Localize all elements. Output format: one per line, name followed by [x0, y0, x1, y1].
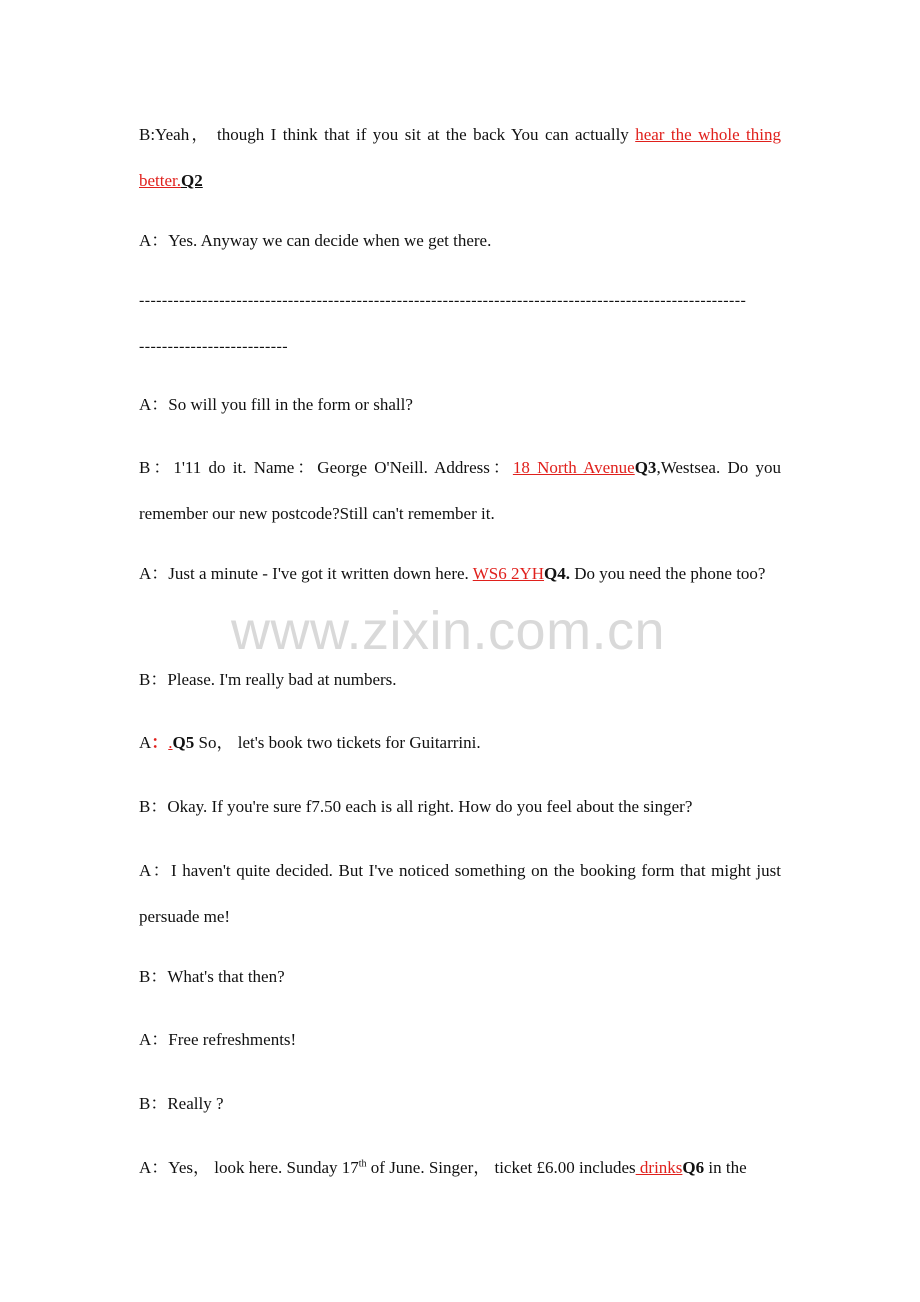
speaker-colon: ：: [151, 733, 169, 752]
dialogue-line-a: A：So will you fill in the form or shall?: [139, 395, 413, 414]
dialogue-text: in the: [704, 1158, 747, 1177]
dialogue-text: So， let's book two tickets for Guitarrini.: [194, 733, 481, 752]
dialogue-line-a: A：I haven't quite decided. But I've noticed something on the booking form that might just persuade me!: [139, 861, 781, 926]
dialogue-text: ,Westsea. Do you remember our new postcode?Still can't remember it.: [139, 458, 781, 523]
answer-q5-blank: .: [168, 733, 173, 752]
dialogue-line-b: B：What's that then?: [139, 967, 285, 986]
question-marker-q3: Q3: [634, 458, 657, 477]
dialogue-text: Do you need the phone too?: [570, 564, 766, 583]
dialogue-line-b-q3: [139, 445, 781, 537]
dialogue-line-a: A：Yes. Anyway we can decide when we get there.: [139, 231, 492, 250]
dialogue-line-b-q2: [139, 112, 781, 204]
answer-q2: hear the whole thing better.: [139, 125, 781, 190]
dialogue-text: B：1'11 do it. Name：George O'Neill. Address：: [139, 458, 513, 477]
dialogue-text: of June. Singer， ticket £6.00 includes: [366, 1158, 636, 1177]
question-marker-q5: Q5: [172, 733, 195, 752]
question-marker-q4: Q4.: [544, 564, 571, 583]
dialogue-text: B:Yeah， though I think that if you sit at the back You can actually: [139, 125, 636, 144]
dialogue-line-b: B：Really ?: [139, 1094, 224, 1113]
dialogue-line-b: B：Okay. If you're sure f7.50 each is all right. How do you feel about the singer?: [139, 797, 693, 816]
dialogue-line-a: A：Free refreshments!: [139, 1030, 297, 1049]
watermark: www.zixin.com.cn: [231, 601, 666, 661]
answer-q3: 18 North Avenue: [512, 458, 635, 477]
question-marker-q6: Q6: [682, 1158, 705, 1177]
dialogue-line-a-q4: [139, 551, 781, 597]
dialogue-text: A：Just a minute - I've got it written down here.: [139, 564, 473, 583]
speaker-label: A: [139, 733, 152, 752]
question-marker-q2: Q2: [181, 171, 203, 190]
dialogue-text: A：Yes， look here. Sunday 17: [139, 1158, 359, 1177]
dialogue-line-b: B：Please. I'm really bad at numbers.: [139, 670, 397, 689]
dialogue-line-a-q5: [139, 720, 781, 766]
answer-q4: WS6 2YH: [472, 564, 545, 583]
superscript: th: [358, 1158, 367, 1170]
divider-line-1: ----------------------------------------------------------------------------------------------------------: [139, 292, 747, 309]
answer-q6: drinks: [635, 1158, 683, 1177]
divider-line-2: --------------------------: [139, 338, 288, 355]
dialogue-line-a-q6: [139, 1145, 781, 1191]
